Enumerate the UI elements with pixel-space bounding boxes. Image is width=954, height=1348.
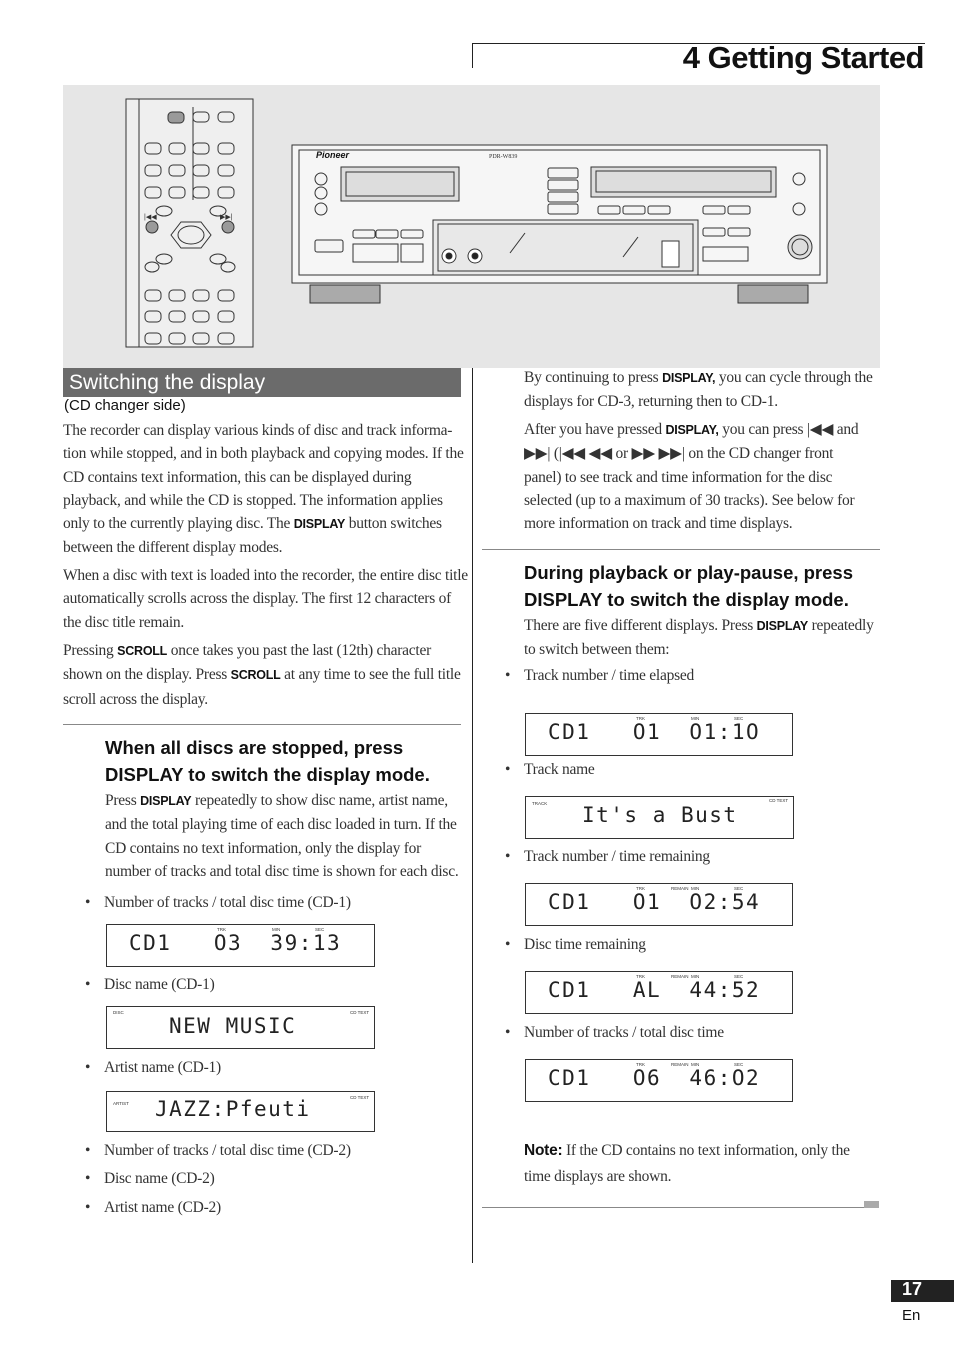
left-paragraph-4: Press DISPLAY repeatedly to show disc name, artist name, and the total playing time of each disc loaded in turn. If the CD contains no text information, only the display for number of tracks and total disc time is shown for each disc. bbox=[105, 792, 459, 880]
end-marker bbox=[864, 1201, 879, 1208]
remote-prev-symbol: |◀◀ bbox=[144, 214, 157, 221]
page-number: 17 bbox=[902, 1279, 923, 1299]
lcd-text: NEW MUSIC bbox=[169, 1014, 297, 1038]
right-paragraph-3: There are five different displays. Press DISPLAY repeatedly to switch between them: bbox=[524, 617, 874, 659]
remote-control bbox=[126, 99, 253, 347]
language-code: En bbox=[902, 1307, 921, 1324]
cd-recorder bbox=[292, 145, 827, 303]
bullet-item: • Disc name (CD-2) bbox=[104, 1170, 215, 1188]
bullet-item: • Artist name (CD-2) bbox=[104, 1199, 221, 1217]
brand-logo: Pioneer bbox=[316, 150, 350, 160]
left-paragraph-3: Pressing SCROLL once takes you past the last (12th) character shown on the display. Press SCROLL at any time to see the full title scroll across the display. bbox=[63, 642, 461, 708]
lcd-text: CD1 O6 46:O2 bbox=[548, 1066, 761, 1090]
column-divider bbox=[472, 368, 473, 1263]
bullet-item: • Track name bbox=[524, 761, 595, 779]
bullet-item: • Disc time remaining bbox=[524, 936, 646, 954]
bottom-rule bbox=[482, 1207, 867, 1208]
page-number-box bbox=[891, 1280, 954, 1302]
bullet-item: • Artist name (CD-1) bbox=[104, 1059, 221, 1077]
lcd-display: TRK MIN SEC CD1 O1 O1:1O bbox=[525, 713, 793, 756]
right-paragraph-1: By continuing to press DISPLAY, you can cycle through the displays for CD-3, returning then to CD-1. bbox=[524, 369, 873, 411]
bullet-item: • Number of tracks / total disc time (CD-1) bbox=[104, 894, 351, 912]
display-keyword: DISPLAY bbox=[140, 794, 192, 808]
lcd-display: TRK REMAIN MIN SEC CD1 O6 46:O2 bbox=[525, 1059, 793, 1102]
bullet-item: • Track number / time remaining bbox=[524, 848, 710, 866]
lcd-text: CD1 O3 39:13 bbox=[129, 931, 342, 955]
scroll-keyword: SCROLL bbox=[230, 668, 281, 683]
display-keyword: DISPLAY bbox=[293, 517, 346, 532]
note-label: Note: bbox=[524, 1142, 563, 1159]
right-paragraph-2: After you have pressed DISPLAY, you can press |◀◀ and ▶▶| (|◀◀ ◀◀ or ▶▶ ▶▶| on the CD changer front panel) to see track and time information for the disc selected (up to a maximum of 30 tracks). See below for more information on track and time displays. bbox=[524, 421, 859, 533]
remote-and-recorder-drawing bbox=[63, 85, 880, 368]
lcd-display: TRACK CD TEXT It's a Bust bbox=[525, 796, 794, 839]
left-rule bbox=[63, 724, 461, 725]
bullet-item: • Number of tracks / total disc time bbox=[524, 1024, 724, 1042]
display-keyword: DISPLAY, bbox=[665, 423, 719, 437]
scroll-keyword: SCROLL bbox=[117, 644, 168, 658]
remote-next-symbol: ▶▶| bbox=[220, 214, 233, 221]
lcd-display: ARTIST CD TEXT JAZZ:Pfeuti bbox=[106, 1091, 375, 1132]
lcd-text: JAZZ:Pfeuti bbox=[155, 1097, 311, 1121]
chapter-title: 4 Getting Started bbox=[682, 40, 924, 75]
display-keyword: DISPLAY, bbox=[662, 371, 716, 385]
heading-playback: During playback or play-pause, press DISPLAY to switch the display mode. bbox=[524, 562, 853, 610]
header-rule-tick bbox=[472, 43, 473, 68]
lcd-display: DISC CD TEXT NEW MUSIC bbox=[106, 1006, 375, 1049]
right-rule bbox=[482, 549, 880, 550]
product-illustration bbox=[63, 85, 880, 368]
left-paragraph-2: When a disc with text is loaded into the recorder, the entire disc title automatically scrolls across the display. The first 12 characters of the disc title remain. bbox=[63, 567, 468, 631]
bullet-item: • Disc name (CD-1) bbox=[104, 976, 215, 994]
display-keyword: DISPLAY bbox=[756, 619, 808, 633]
note: Note: If the CD contains no text information, only the time displays are shown. bbox=[524, 1142, 850, 1185]
left-paragraph-1: The recorder can display various kinds of disc and track informa- tion while stopped, and in both playback and copying modes. If the CD contains text information, this can be displayed during playback, and while the CD is stopped. The information applies only to the currently playing disc. The DISPLAY button switches between the different display modes. bbox=[63, 422, 464, 557]
lcd-display: TRK REMAIN MIN SEC CD1 O1 O2:54 bbox=[525, 883, 793, 926]
lcd-display: TRK MIN SEC CD1 O3 39:13 bbox=[106, 924, 375, 967]
lcd-text: CD1 O1 O1:1O bbox=[548, 720, 761, 744]
lcd-text: CD1 AL 44:52 bbox=[548, 978, 761, 1002]
section-title: Switching the display bbox=[69, 371, 266, 394]
section-subtitle: (CD changer side) bbox=[64, 397, 186, 414]
lcd-text: It's a Bust bbox=[582, 803, 738, 827]
bullet-item: • Number of tracks / total disc time (CD-2) bbox=[104, 1142, 351, 1160]
model-label: PDR-W839 bbox=[489, 154, 518, 160]
lcd-display: TRK REMAIN MIN SEC CD1 AL 44:52 bbox=[525, 971, 793, 1014]
heading-stopped: When all discs are stopped, press DISPLAY to switch the display mode. bbox=[105, 737, 430, 785]
bullet-item: • Track number / time elapsed bbox=[524, 667, 694, 685]
lcd-text: CD1 O1 O2:54 bbox=[548, 890, 761, 914]
